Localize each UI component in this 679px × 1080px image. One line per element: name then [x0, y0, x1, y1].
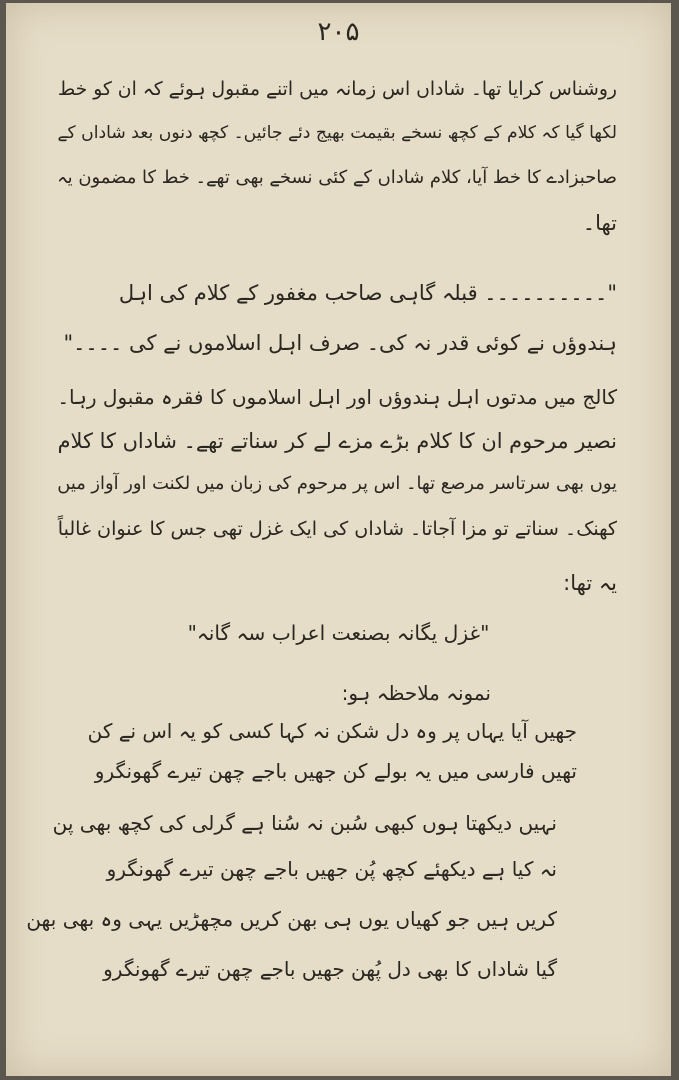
paragraph-line: تھا۔	[582, 211, 617, 235]
paragraph-line: یہ تھا:	[563, 571, 617, 595]
poem-line: جھیں آیا یہاں پر وہ دل شکن نہ کہا کسی کو یہ اس نے کن	[87, 719, 577, 743]
paragraph-line: روشناس کرایا تھا۔ شاداں اس زمانہ میں اتنے مقبول ہوئے کہ ان کو خط	[57, 79, 617, 100]
ghazal-title	[6, 623, 671, 643]
book-page	[6, 3, 671, 1076]
paragraph-line: صاحبزادے کا خط آیا، کلام شاداں کے کئی نسخے بھی تھے۔ خط کا مضمون یہ	[57, 167, 617, 188]
paragraph-line: کھنک۔ سناتے تو مزا آجاتا۔ شاداں کی ایک غزل تھی جس کا عنوان غالباً	[57, 517, 617, 540]
quote-line: "۔۔۔۔۔۔۔۔۔۔ قبلہ گاہی صاحب مغفور کے کلام کی اہل	[118, 281, 617, 305]
paragraph-line: نصیر مرحوم ان کا کلام بڑے مزے لے کر سناتے تھے۔ شاداں کا کلام	[57, 429, 617, 453]
sample-label-text: نمونہ ملاحظہ ہو:	[341, 681, 491, 705]
poem-line: گیا شاداں کا بھی دل پُھن جھیں باجے چھن تیرے گھونگرو	[103, 957, 557, 981]
ghazal-title-text: "غزل یگانہ بصنعت اعراب سہ گانہ"	[187, 621, 490, 645]
poem-line: تھیں فارسی میں یہ بولے کن جھیں باجے چھن تیرے گھونگرو	[94, 759, 577, 783]
poem-line: نہ کیا ہے دیکھئے کچھ پُن جھیں باجے چھن تیرے گھونگرو	[106, 857, 557, 881]
quote-line: ہندوؤں نے کوئی قدر نہ کی۔ صرف اہل اسلاموں نے کی ۔۔۔۔"	[63, 331, 617, 355]
poem-line: کریں ہیں جو کھیاں یوں ہی بھن کریں مچھڑیں یہی وہ بھی بھن	[26, 907, 557, 931]
paragraph-line: یوں بھی سرتاسر مرصع تھا۔ اس پر مرحوم کی زبان میں لکنت اور آواز میں	[57, 473, 617, 494]
paragraph-line: کالج میں مدتوں اہل ہندوؤں اور اہل اسلاموں کا فقرہ مقبول رہا۔	[57, 385, 617, 409]
page-number: ۲۰۵	[317, 17, 360, 47]
poem-line: نہیں دیکھتا ہوں کبھی سُبن نہ سُنا ہے گرلی کی کچھ بھی پن	[52, 811, 557, 835]
paragraph-line: لکھا گیا کہ کلام کے کچھ نسخے بقیمت بھیج دئے جائیں۔ کچھ دنوں بعد شاداں کے	[57, 123, 617, 143]
